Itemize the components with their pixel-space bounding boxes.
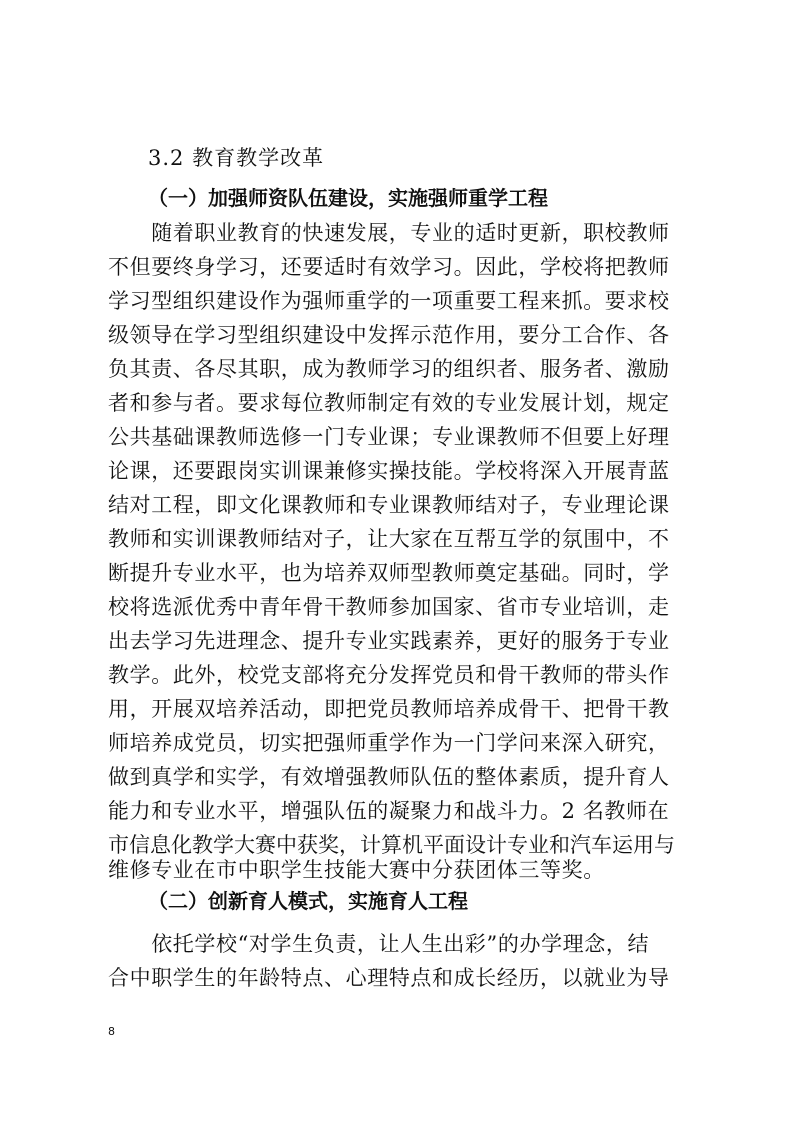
paragraph-line: 用，开展双培养活动，即把党员教师培养成骨干、把骨干教: [108, 697, 670, 721]
paragraph-line: 公共基础课教师选修一门专业课；专业课教师不但要上好理: [108, 425, 670, 449]
subsection-title-2: （二）创新育人模式，实施育人工程: [148, 889, 468, 913]
paragraph-line: 市信息化教学大赛中获奖，计算机平面设计专业和汽车运用与: [108, 833, 675, 857]
paragraph-line: 论课，还要跟岗实训课兼修实操技能。学校将深入开展青蓝: [108, 459, 670, 483]
section-heading: 3.2 教育教学改革: [148, 146, 325, 170]
paragraph-line: 断提升专业水平，也为培养双师型教师奠定基础。同时，学: [108, 561, 670, 585]
paragraph-line: 出去学习先进理念、提升专业实践素养，更好的服务于专业: [108, 629, 670, 653]
paragraph-line: 合中职学生的年龄特点、心理特点和成长经历，以就业为导: [108, 966, 670, 990]
paragraph-line: 做到真学和实学，有效增强教师队伍的整体素质，提升育人: [108, 765, 670, 789]
paragraph-line: 师培养成党员，切实把强师重学作为一门学问来深入研究，: [108, 731, 670, 755]
paragraph-line: 依托学校“对学生负责，让人生出彩”的办学理念，结: [108, 932, 650, 956]
paragraph-line: 学习型组织建设作为强师重学的一项重要工程来抓。要求校: [108, 289, 670, 313]
paragraph-line: 结对工程，即文化课教师和专业课教师结对子，专业理论课: [108, 493, 670, 517]
subsection-title-1: （一）加强师资队伍建设，实施强师重学工程: [148, 186, 548, 210]
paragraph-line: 负其责、各尽其职，成为教师学习的组织者、服务者、激励: [108, 357, 670, 381]
paragraph-line: 随着职业教育的快速发展，专业的适时更新，职校教师: [108, 221, 670, 245]
paragraph-line: 维修专业在市中职学生技能大赛中分获团体三等奖。: [108, 858, 605, 882]
paragraph-line: 校将选派优秀中青年骨干教师参加国家、省市专业培训，走: [108, 595, 670, 619]
paragraph-line: 能力和专业水平，增强队伍的凝聚力和战斗力。2 名教师在: [108, 799, 670, 823]
page-number: 8: [108, 1025, 115, 1038]
paragraph-line: 教师和实训课教师结对子，让大家在互帮互学的氛围中，不: [108, 527, 670, 551]
paragraph-line: 不但要终身学习，还要适时有效学习。因此，学校将把教师: [108, 255, 670, 279]
paragraph-line: 者和参与者。要求每位教师制定有效的专业发展计划，规定: [108, 391, 670, 415]
paragraph-line: 级领导在学习型组织建设中发挥示范作用，要分工合作、各: [108, 323, 670, 347]
paragraph-line: 教学。此外，校党支部将充分发挥党员和骨干教师的带头作: [108, 663, 670, 687]
